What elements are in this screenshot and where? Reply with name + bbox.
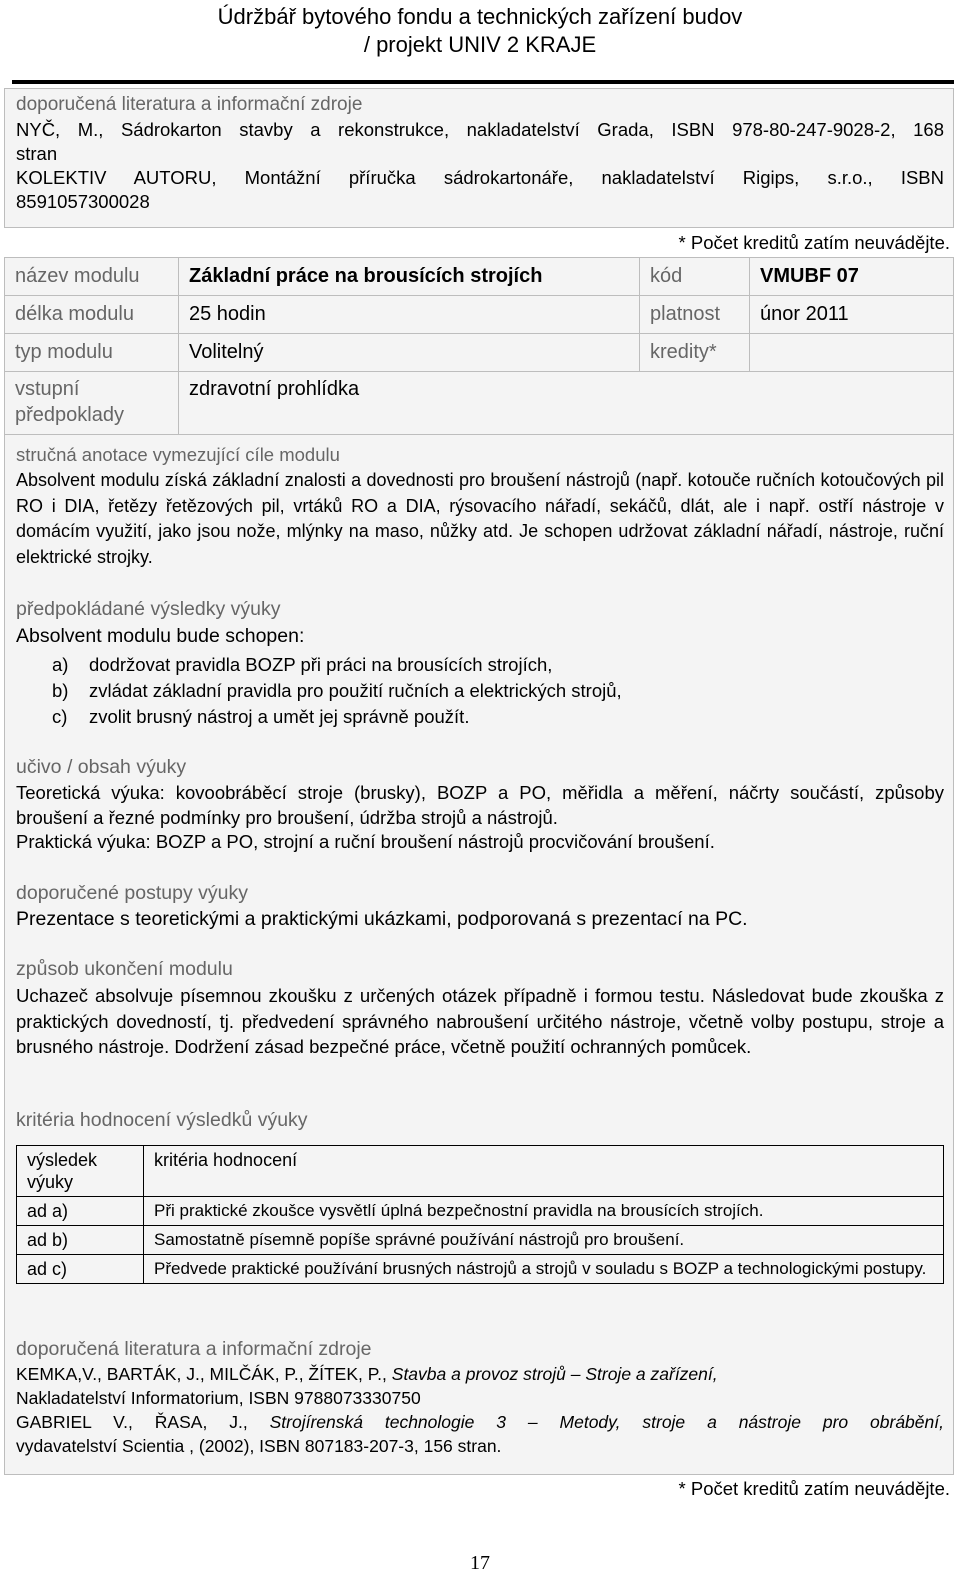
module-length-label: délka modulu	[5, 296, 179, 334]
credits-note-bottom: * Počet kreditů zatím neuvádějte.	[678, 1478, 950, 1499]
module-name-value: Základní práce na brousících strojích	[179, 258, 640, 296]
module-prereq-value: zdravotní prohlídka	[179, 372, 954, 437]
literature-ref1-authors: KEMKA,V., BARTÁK, J., MILČÁK, P., ŽÍTEK, P.,	[16, 1364, 387, 1384]
literature-ref2	[16, 1410, 944, 1434]
methods-heading: doporučené postupy výuky	[16, 882, 248, 904]
module-name-label: název modulu	[5, 258, 179, 296]
literature-ref1	[16, 1362, 718, 1386]
module-code-value: VMUBF 07	[750, 258, 954, 296]
literature-ref1-publisher: Nakladatelství Informatorium, ISBN 9788073330750	[16, 1388, 421, 1408]
literature-ref2-title: Strojírenská technologie 3 – Metody, stroje a nástroje pro obrábění,	[269, 1412, 944, 1432]
criteria-row	[17, 1197, 944, 1226]
result-item-b: b) zvládat základní pravidla pro použití ručních a elektrických strojů,	[52, 680, 622, 701]
module-validity-value: únor 2011	[750, 296, 954, 334]
content-text: Teoretická výuka: kovoobráběcí stroje (brusky), BOZP a PO, měřidla a měření, náčrty součástí, způsoby broušení a řezné podmínky pro broušení, údržba strojů a nástrojů.	[16, 782, 944, 828]
module-name-row	[5, 258, 954, 296]
literature-ref1-title: Stavba a provoz strojů – Stroje a zařízení,	[391, 1364, 718, 1384]
document-subtitle: / projekt UNIV 2 KRAJE	[363, 32, 597, 57]
annotation-heading: stručná anotace vymezující cíle modulu	[16, 444, 340, 465]
content-heading: učivo / obsah výuky	[16, 756, 187, 778]
prev-literature-line3: KOLEKTIV AUTORU, Montážní příručka sádrokartonáře, nakladatelství Rigips, s.r.o., ISBN	[16, 167, 944, 188]
module-type-row	[5, 334, 954, 372]
module-info-table	[4, 257, 954, 437]
criteria-criterion: Předvede praktické používání brusných nástrojů a strojů v souladu s BOZP a technologickými postupy.	[144, 1255, 944, 1284]
completion-text: Uchazeč absolvuje písemnou zkoušku z určených otázek případně i formou testu. Následovat bude zkouška z praktických dovedností, tj. předvedení správného nabroušení určitého nástroje, včetně volby postupu, stroje a brusného nástroje. Dodržení zásad bezpečné práce, včetně použití ochranných pomůcek.	[16, 985, 944, 1057]
module-detail-box	[4, 434, 954, 1475]
module-length-row	[5, 296, 954, 334]
credits-note-top: * Počet kreditů zatím neuvádějte.	[678, 232, 950, 253]
page-number: 17	[470, 1552, 490, 1574]
module-prereq-label-2: předpoklady	[15, 404, 124, 426]
methods-text: Prezentace s teoretickými a praktickými ukázkami, podporovaná s prezentací na PC.	[16, 908, 748, 930]
criteria-col-result-header: výsledek výuky	[17, 1146, 144, 1197]
criteria-criterion: Samostatně písemně popíše správné používání nástrojů pro broušení.	[144, 1226, 944, 1255]
module-type-value: Volitelný	[179, 334, 640, 372]
criteria-heading: kritéria hodnocení výsledků výuky	[16, 1109, 308, 1131]
prev-literature-line4: 8591057300028	[16, 191, 150, 212]
module-validity-label: platnost	[640, 296, 750, 334]
module-prereq-label	[5, 372, 179, 437]
criteria-col-criterion-header: kritéria hodnocení	[144, 1146, 944, 1197]
document-title: Údržbář bytového fondu a technických zařízení budov	[217, 4, 743, 29]
results-heading: předpokládané výsledky výuky	[16, 598, 281, 620]
literature-ref2-publisher: vydavatelství Scientia , (2002), ISBN 807183-207-3, 156 stran.	[16, 1436, 502, 1456]
result-item-c: c) zvolit brusný nástroj a umět jej správně použít.	[52, 706, 470, 727]
results-intro: Absolvent modulu bude schopen:	[16, 625, 305, 647]
criteria-result: ad b)	[17, 1226, 144, 1255]
criteria-result: ad c)	[17, 1255, 144, 1284]
criteria-row	[17, 1255, 944, 1284]
header-divider	[12, 80, 954, 84]
criteria-row	[17, 1226, 944, 1255]
module-credits-label: kredity*	[640, 334, 750, 372]
completion-heading: způsob ukončení modulu	[16, 958, 233, 980]
module-prereq-label-1: vstupní	[15, 378, 80, 400]
criteria-result: ad a)	[17, 1197, 144, 1226]
module-length-value: 25 hodin	[179, 296, 640, 334]
module-code-label: kód	[640, 258, 750, 296]
content-text-2: Praktická výuka: BOZP a PO, strojní a ruční broušení nástrojů procvičování broušení.	[16, 831, 715, 852]
module-credits-value	[750, 334, 954, 372]
module-type-label: typ modulu	[5, 334, 179, 372]
results-list	[52, 653, 622, 731]
annotation-text: Absolvent modulu získá základní znalosti a dovednosti pro broušení nástrojů (např. kotouče ručních kotoučových pil RO i DIA, řetězy řetězových pil, vrtáků RO a DIA, rýsovacího nářadí, sekáčů, dlát, ale i např. ostří nástroje v domácím využití, jako jsou nože, mlýnky na maso, nůžky atd. Je schopen udržovat základní nářadí, nástroje, ruční elektrické strojky.	[16, 470, 944, 567]
criteria-table	[16, 1145, 944, 1284]
prev-literature-line2: stran	[16, 143, 58, 164]
criteria-header-row	[17, 1146, 944, 1197]
literature-ref2-authors: GABRIEL V., ŘASA, J.,	[16, 1412, 248, 1432]
criteria-criterion: Při praktické zkoušce vysvětlí úplná bezpečnostní pravidla na brousících strojích.	[144, 1197, 944, 1226]
literature-heading: doporučená literatura a informační zdroje	[16, 1338, 372, 1360]
prev-literature-heading: doporučená literatura a informační zdroje	[16, 94, 363, 115]
module-prereq-row	[5, 372, 954, 437]
prev-literature-line1: NYČ, M., Sádrokarton stavby a rekonstrukce, nakladatelství Grada, ISBN 978-80-247-9028-2, 168	[16, 119, 944, 140]
result-item-a: a) dodržovat pravidla BOZP při práci na brousících strojích,	[52, 654, 553, 675]
